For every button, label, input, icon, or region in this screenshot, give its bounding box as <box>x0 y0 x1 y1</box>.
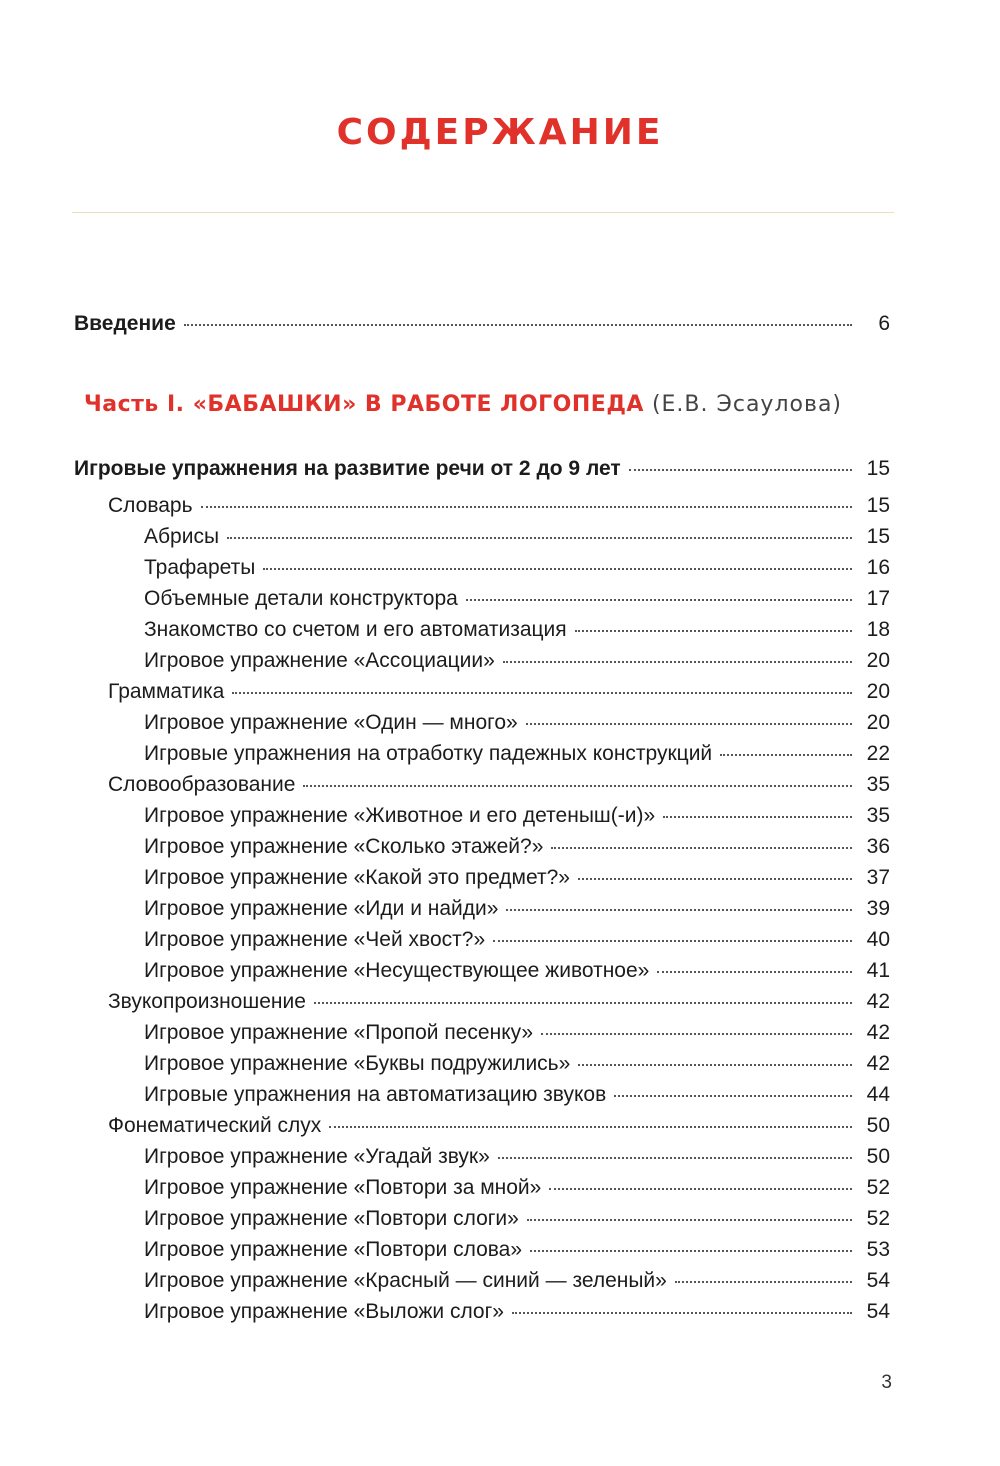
toc-entry-label: Знакомство со счетом и его автоматизация <box>144 618 567 641</box>
toc-entry-label: Игровое упражнение «Один — много» <box>144 711 518 734</box>
part-title: Часть I. «БАБАШКИ» В РАБОТЕ ЛОГОПЕДА <box>84 392 644 417</box>
toc-entry[interactable] <box>144 521 890 552</box>
toc-entry[interactable] <box>74 453 890 490</box>
toc-entry-page: 16 <box>866 556 890 579</box>
toc-entry[interactable] <box>144 1048 890 1079</box>
toc-list <box>0 453 1000 1327</box>
toc-entry[interactable] <box>108 676 890 707</box>
dot-leader <box>512 1312 852 1314</box>
toc-entry-page: 40 <box>866 928 890 951</box>
toc-entry[interactable] <box>144 1172 890 1203</box>
toc-entry-label: Игровое упражнение «Повтори слоги» <box>144 1207 519 1230</box>
toc-entry-label: Игровые упражнения на автоматизацию звуков <box>144 1083 607 1106</box>
toc-entry-label: Игровое упражнение «Пропой песенку» <box>144 1021 534 1044</box>
toc-entry[interactable] <box>144 1203 890 1234</box>
toc-entry-label: Игровое упражнение «Какой это предмет?» <box>144 866 570 889</box>
toc-entry-page: 52 <box>866 1207 890 1230</box>
dot-leader <box>663 816 852 818</box>
toc-entry-label: Игровые упражнения на отработку падежных конструкций <box>144 742 713 765</box>
toc-entry-page: 15 <box>866 525 890 548</box>
part-heading <box>84 392 842 417</box>
toc-entry-label: Игровые упражнения на развитие речи от 2 до 9 лет <box>74 457 621 480</box>
toc-entry[interactable] <box>144 955 890 986</box>
dot-leader <box>232 692 852 694</box>
toc-entry-label: Игровое упражнение «Сколько этажей?» <box>144 835 544 858</box>
toc-entry[interactable] <box>144 924 890 955</box>
toc-entry-label: Игровое упражнение «Выложи слог» <box>144 1300 504 1323</box>
toc-entry-page: 39 <box>866 897 890 920</box>
dot-leader <box>578 878 852 880</box>
dot-leader <box>498 1157 852 1159</box>
dot-leader <box>551 847 852 849</box>
toc-entry[interactable] <box>144 738 890 769</box>
dot-leader <box>575 630 852 632</box>
toc-entry[interactable] <box>144 831 890 862</box>
toc-entry-page: 22 <box>866 742 890 765</box>
toc-entry-page: 44 <box>866 1083 890 1106</box>
toc-entry-page: 42 <box>866 1021 890 1044</box>
toc-entry[interactable] <box>144 707 890 738</box>
toc-entry-page: 50 <box>866 1145 890 1168</box>
dot-leader <box>720 754 852 756</box>
dot-leader <box>629 469 852 471</box>
toc-entry-page: 18 <box>866 618 890 641</box>
toc-entry-label: Игровое упражнение «Животное и его детеныш(-и)» <box>144 804 656 827</box>
dot-leader <box>329 1126 852 1128</box>
dot-leader <box>184 324 852 326</box>
dot-leader <box>493 940 852 942</box>
dot-leader <box>466 599 852 601</box>
toc-entry-page: 54 <box>866 1300 890 1323</box>
toc-entry-label: Игровое упражнение «Чей хвост?» <box>144 928 486 951</box>
toc-entry-page: 20 <box>866 711 890 734</box>
toc-entry[interactable] <box>144 614 890 645</box>
dot-leader <box>675 1281 852 1283</box>
dot-leader <box>314 1002 852 1004</box>
dot-leader <box>303 785 852 787</box>
dot-leader <box>526 723 852 725</box>
dot-leader <box>549 1188 852 1190</box>
part-author: (Е.В. Эсаулова) <box>651 392 843 417</box>
dot-leader <box>227 537 852 539</box>
toc-entry-page: 42 <box>866 1052 890 1075</box>
toc-entry-label: Игровое упражнение «Несуществующее животное» <box>144 959 650 982</box>
toc-entry[interactable] <box>108 769 890 800</box>
toc-entry-label: Грамматика <box>108 680 225 703</box>
toc-entry-label: Игровое упражнение «Ассоциации» <box>144 649 495 672</box>
toc-entry-label: Игровое упражнение «Иди и найди» <box>144 897 499 920</box>
toc-entry[interactable] <box>144 800 890 831</box>
toc-entry-page: 53 <box>866 1238 890 1261</box>
toc-entry-label: Звукопроизношение <box>108 990 306 1013</box>
toc-entry-label: Игровое упражнение «Красный — синий — зеленый» <box>144 1269 667 1292</box>
toc-entry[interactable] <box>144 1079 890 1110</box>
dot-leader <box>506 909 852 911</box>
toc-entry-label: Словарь <box>108 494 193 517</box>
title-divider <box>72 212 894 213</box>
toc-entry[interactable] <box>144 552 890 583</box>
toc-entry[interactable] <box>144 583 890 614</box>
dot-leader <box>263 568 852 570</box>
toc-entry-page: 37 <box>866 866 890 889</box>
toc-entry[interactable] <box>144 1234 890 1265</box>
toc-entry-label: Игровое упражнение «Угадай звук» <box>144 1145 490 1168</box>
toc-entry[interactable] <box>108 490 890 521</box>
toc-entry[interactable] <box>144 893 890 924</box>
page-number: 3 <box>881 1372 892 1393</box>
toc-entry-label: Абрисы <box>144 525 220 548</box>
toc-entry-page: 35 <box>866 773 890 796</box>
toc-entry-label: Словообразование <box>108 773 296 796</box>
toc-entry-page: 36 <box>866 835 890 858</box>
dot-leader <box>657 971 852 973</box>
toc-entry-page: 42 <box>866 990 890 1013</box>
toc-entry[interactable] <box>144 862 890 893</box>
toc-entry[interactable] <box>144 645 890 676</box>
toc-entry-page: 52 <box>866 1176 890 1199</box>
toc-entry-page: 17 <box>866 587 890 610</box>
toc-entry-label: Игровое упражнение «Повтори слова» <box>144 1238 523 1261</box>
toc-entry-page: 15 <box>866 457 890 480</box>
toc-intro-entry[interactable] <box>74 312 890 336</box>
toc-entry[interactable] <box>144 1265 890 1296</box>
toc-intro-label: Введение <box>74 312 176 335</box>
toc-intro-page: 6 <box>878 312 890 335</box>
toc-entry[interactable] <box>144 1017 890 1048</box>
dot-leader <box>527 1219 852 1221</box>
toc-entry-page: 35 <box>866 804 890 827</box>
toc-entry-label: Игровое упражнение «Буквы подружились» <box>144 1052 571 1075</box>
toc-entry[interactable] <box>144 1141 890 1172</box>
toc-entry-page: 50 <box>866 1114 890 1137</box>
toc-entry-page: 20 <box>866 680 890 703</box>
toc-entry-page: 20 <box>866 649 890 672</box>
toc-entry-page: 54 <box>866 1269 890 1292</box>
toc-entry-page: 15 <box>866 494 890 517</box>
toc-entry-label: Объемные детали конструктора <box>144 587 458 610</box>
toc-entry-label: Фонематический слух <box>108 1114 322 1137</box>
page-title: СОДЕРЖАНИЕ <box>336 112 664 154</box>
dot-leader <box>530 1250 852 1252</box>
toc-entry[interactable] <box>108 986 890 1017</box>
toc-entry-page: 41 <box>866 959 890 982</box>
dot-leader <box>541 1033 852 1035</box>
dot-leader <box>503 661 852 663</box>
toc-entry-label: Трафареты <box>144 556 256 579</box>
toc-entry[interactable] <box>108 1110 890 1141</box>
toc-entry-label: Игровое упражнение «Повтори за мной» <box>144 1176 542 1199</box>
dot-leader <box>614 1095 852 1097</box>
dot-leader <box>578 1064 852 1066</box>
toc-entry[interactable] <box>144 1296 890 1327</box>
dot-leader <box>201 506 852 508</box>
